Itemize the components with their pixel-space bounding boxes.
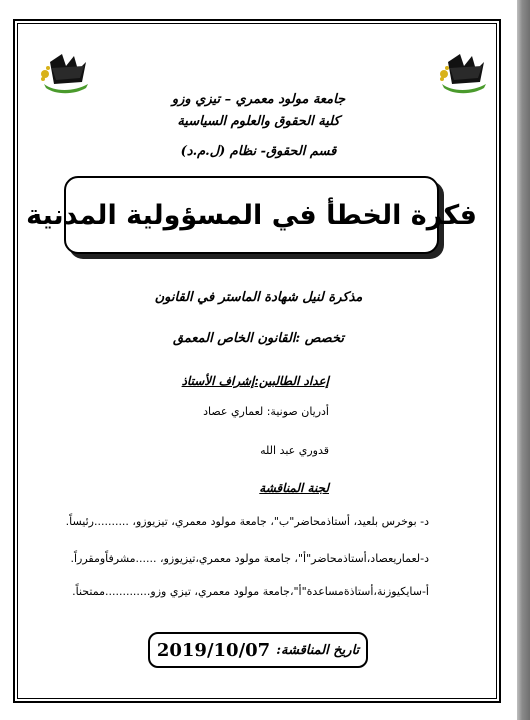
student-name-2: قدوري عبد الله <box>260 444 329 457</box>
jury-member-supervisor: د-لعماريعصاد،أستاذمحاضر"أ"، جامعة مولود معمري،تيزيوزو، ......مشرفاًومقرراً. <box>70 552 429 565</box>
defense-date: 2019/10/07 <box>156 639 271 661</box>
jury-member-president: د- بوخرس بلعيد، أستاذمحاضر"ب"، جامعة مولود معمري، تيزيوزو، ..........رئيساً. <box>65 515 429 528</box>
department-name: قسم الحقوق- نظام (ل.م.د) <box>180 144 337 159</box>
university-name: جامعة مولود معمري – تيزي وزو <box>171 92 346 107</box>
university-logo-icon <box>36 48 92 98</box>
university-logo-icon <box>438 48 494 98</box>
defense-date-label: تاريخ المناقشة: <box>276 642 360 658</box>
students-names: أدريان صونية: لعماري عصاد <box>203 405 329 418</box>
memo-purpose: مذكرة لنيل شهادة الماستر في القانون <box>154 290 363 305</box>
thesis-title-box <box>26 176 477 254</box>
window-edge <box>517 0 530 720</box>
jury-member-examiner: أ-سايكيوزنة،أستاذةمساعدة"أ"،جامعة مولود معمري، تيزي وزو.............ممتحناً. <box>72 585 429 598</box>
specialty: تخصص :القانون الخاص المعمق <box>173 331 344 346</box>
thesis-title: فكرة الخطأ في المسؤولية المدنية <box>26 199 477 231</box>
jury-label: لجنة المناقشة <box>259 481 329 495</box>
prepared-by-label: إعداد الطالبين:إشراف الأستاذ <box>181 374 329 388</box>
faculty-name: كلية الحقوق والعلوم السياسية <box>177 114 340 129</box>
defense-date-box <box>148 632 368 668</box>
